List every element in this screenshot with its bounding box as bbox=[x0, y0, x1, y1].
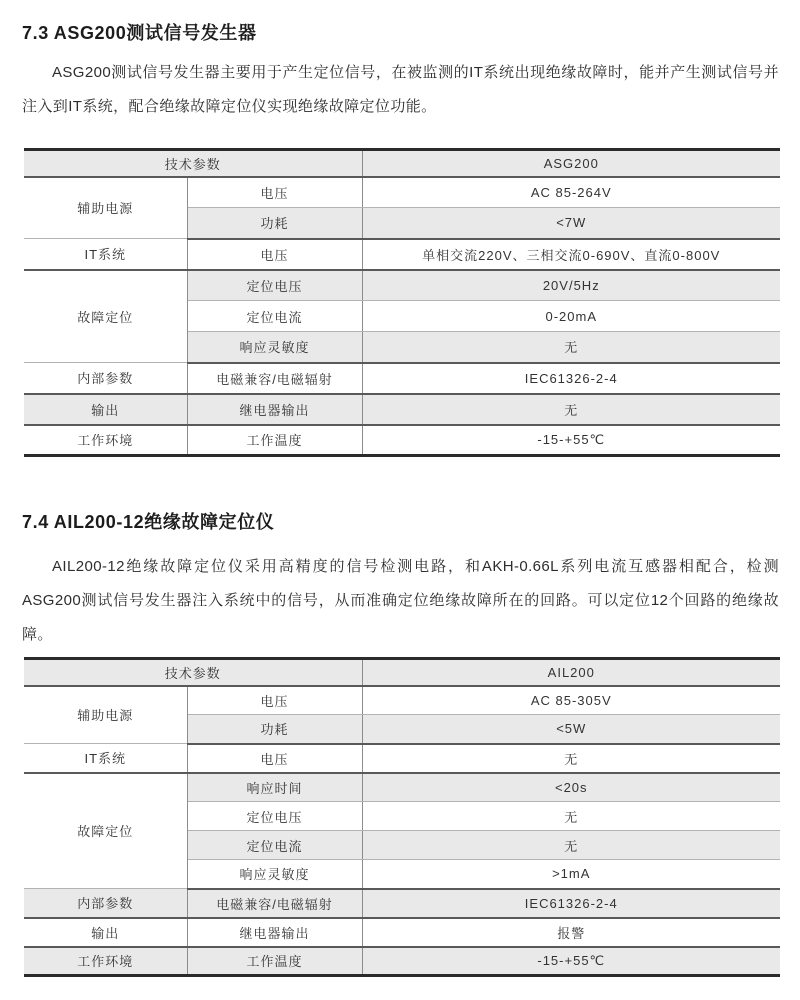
param-name-cell: 工作温度 bbox=[187, 425, 362, 456]
param-value-cell: 无 bbox=[362, 802, 780, 831]
param-value-cell: 单相交流220V、三相交流0-690V、直流0-800V bbox=[362, 239, 780, 270]
param-value-cell: 无 bbox=[362, 831, 780, 860]
table-row bbox=[24, 363, 780, 394]
param-name-cell: 定位电流 bbox=[187, 831, 362, 860]
table-row bbox=[24, 918, 780, 947]
param-name-cell: 响应灵敏度 bbox=[187, 860, 362, 889]
section-7-4-paragraph: AIL200-12绝缘故障定位仪采用高精度的信号检测电路，和AKH-0.66L系列电流互感器相配合，检测ASG200测试信号发生器注入系统中的信号，从而准确定位绝缘故障所在的回路。可以定位12个回路的绝缘故障。 bbox=[22, 558, 779, 643]
param-value-cell: 报警 bbox=[362, 918, 780, 947]
param-value-cell: 0-20mA bbox=[362, 301, 780, 332]
asg200-spec-table bbox=[24, 148, 780, 457]
category-cell: 辅助电源 bbox=[24, 177, 187, 239]
param-name-cell: 定位电压 bbox=[187, 802, 362, 831]
param-name-cell: 工作温度 bbox=[187, 947, 362, 976]
param-name-cell: 电磁兼容/电磁辐射 bbox=[187, 889, 362, 918]
param-value-cell: >1mA bbox=[362, 860, 780, 889]
param-name-cell: 继电器输出 bbox=[187, 394, 362, 425]
param-value-cell: -15-+55℃ bbox=[362, 947, 780, 976]
param-value-cell: -15-+55℃ bbox=[362, 425, 780, 456]
param-name-cell: 功耗 bbox=[187, 715, 362, 744]
table-row bbox=[24, 239, 780, 270]
table-header-row bbox=[24, 150, 780, 177]
param-value-cell: 无 bbox=[362, 394, 780, 425]
tech-params-header-cell: 技术参数 bbox=[24, 659, 362, 686]
table-row bbox=[24, 744, 780, 773]
category-cell: IT系统 bbox=[24, 744, 187, 773]
tech-params-header-cell: 技术参数 bbox=[24, 150, 362, 177]
table-row bbox=[24, 394, 780, 425]
category-cell: 工作环境 bbox=[24, 425, 187, 456]
param-name-cell: 电压 bbox=[187, 239, 362, 270]
section-7-3-paragraph: ASG200测试信号发生器主要用于产生定位信号，在被监测的IT系统出现绝缘故障时，能并产生测试信号并注入到IT系统，配合绝缘故障定位仪实现绝缘故障定位功能。 bbox=[22, 64, 779, 115]
param-value-cell: IEC61326-2-4 bbox=[362, 363, 780, 394]
category-cell: 输出 bbox=[24, 918, 187, 947]
param-name-cell: 电压 bbox=[187, 177, 362, 208]
category-cell: 辅助电源 bbox=[24, 686, 187, 744]
table-row bbox=[24, 270, 780, 301]
param-name-cell: 电压 bbox=[187, 686, 362, 715]
category-cell: 故障定位 bbox=[24, 270, 187, 363]
param-value-cell: <5W bbox=[362, 715, 780, 744]
table-header-row bbox=[24, 659, 780, 686]
param-name-cell: 功耗 bbox=[187, 208, 362, 239]
param-name-cell: 响应时间 bbox=[187, 773, 362, 802]
param-value-cell: IEC61326-2-4 bbox=[362, 889, 780, 918]
param-value-cell: AC 85-305V bbox=[362, 686, 780, 715]
table-row bbox=[24, 177, 780, 208]
table-row bbox=[24, 947, 780, 976]
param-name-cell: 继电器输出 bbox=[187, 918, 362, 947]
param-value-cell: 无 bbox=[362, 332, 780, 363]
param-value-cell: <20s bbox=[362, 773, 780, 802]
category-cell: 内部参数 bbox=[24, 363, 187, 394]
param-name-cell: 定位电压 bbox=[187, 270, 362, 301]
param-name-cell: 电压 bbox=[187, 744, 362, 773]
category-cell: 内部参数 bbox=[24, 889, 187, 918]
param-name-cell: 电磁兼容/电磁辐射 bbox=[187, 363, 362, 394]
category-cell: 故障定位 bbox=[24, 773, 187, 889]
section-7-3-heading: 7.3 ASG200测试信号发生器 bbox=[22, 23, 257, 43]
table-row bbox=[24, 773, 780, 802]
section-7-4-heading: 7.4 AIL200-12绝缘故障定位仪 bbox=[22, 512, 275, 532]
table-row bbox=[24, 425, 780, 456]
param-name-cell: 定位电流 bbox=[187, 301, 362, 332]
table-row bbox=[24, 686, 780, 715]
param-value-cell: <7W bbox=[362, 208, 780, 239]
ail200-spec-table bbox=[24, 657, 780, 977]
param-value-cell: 无 bbox=[362, 744, 780, 773]
model-header-cell: AIL200 bbox=[362, 659, 780, 686]
category-cell: 输出 bbox=[24, 394, 187, 425]
param-name-cell: 响应灵敏度 bbox=[187, 332, 362, 363]
model-header-cell: ASG200 bbox=[362, 150, 780, 177]
param-value-cell: AC 85-264V bbox=[362, 177, 780, 208]
param-value-cell: 20V/5Hz bbox=[362, 270, 780, 301]
table-row bbox=[24, 889, 780, 918]
category-cell: 工作环境 bbox=[24, 947, 187, 976]
category-cell: IT系统 bbox=[24, 239, 187, 270]
